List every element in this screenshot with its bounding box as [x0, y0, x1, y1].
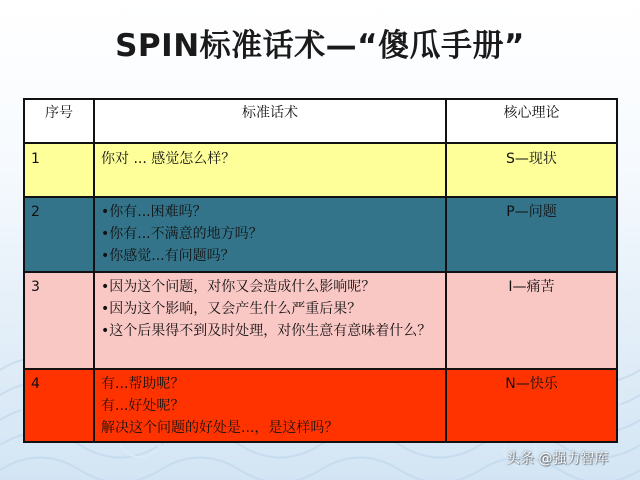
- row-number: 3: [24, 272, 94, 369]
- header-number: 序号: [24, 99, 94, 143]
- script-line: •你有...困难吗？: [101, 204, 207, 220]
- row-script: [94, 369, 446, 442]
- title-rest: 标准话术—“傻瓜手册”: [199, 28, 525, 64]
- row-theory: S—现状: [446, 143, 617, 197]
- row-number: 1: [24, 143, 94, 197]
- row-theory: N—快乐: [446, 369, 617, 442]
- row-number: 4: [24, 369, 94, 442]
- table-row: [24, 197, 617, 272]
- title-latin: SPIN: [115, 28, 200, 64]
- script-line: 你对 ... 感觉怎么样？: [101, 151, 236, 167]
- watermark-text: 头条 @强力智库: [506, 451, 609, 467]
- script-line: •因为这个影响，又会产生什么严重后果？: [101, 301, 362, 317]
- row-script: [94, 143, 446, 197]
- row-script: [94, 272, 446, 369]
- script-line: •这个后果得不到及时处理，对你生意有意味着什么？: [101, 323, 432, 339]
- row-theory: I—痛苦: [446, 272, 617, 369]
- row-number: 2: [24, 197, 94, 272]
- table-row: [24, 272, 617, 369]
- script-line: 解决这个问题的好处是...，是这样吗？: [101, 420, 339, 436]
- script-line: •你感觉...有问题吗？: [101, 248, 235, 264]
- row-theory: P—问题: [446, 197, 617, 272]
- page-title: [0, 18, 640, 74]
- script-line: •因为这个问题，对你又会造成什么影响呢？: [101, 279, 376, 295]
- table-row: [24, 143, 617, 197]
- table-header-row: [24, 99, 617, 143]
- header-theory: 核心理论: [446, 99, 617, 143]
- script-line: •你有...不满意的地方吗？: [101, 226, 263, 242]
- row-script: [94, 197, 446, 272]
- header-script: 标准话术: [94, 99, 446, 143]
- table-row: [24, 369, 617, 442]
- script-line: 有...帮助呢？: [101, 376, 185, 392]
- script-line: 有...好处呢？: [101, 398, 185, 414]
- spin-table: [23, 98, 618, 443]
